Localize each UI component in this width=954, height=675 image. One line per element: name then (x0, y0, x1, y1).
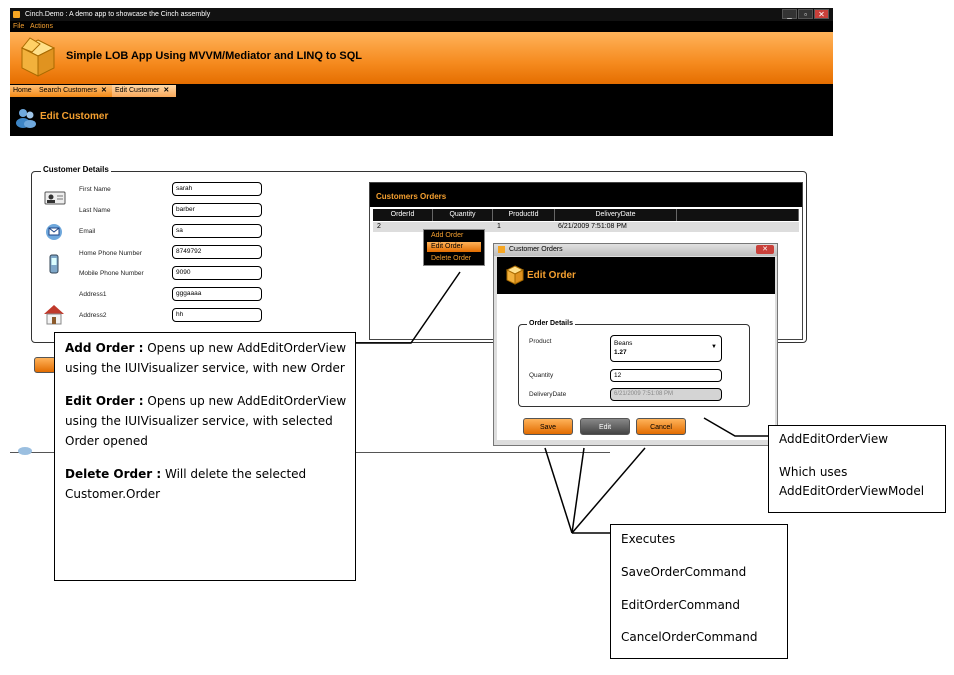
field-label: Mobile Phone Number (79, 270, 144, 277)
callout-add-title: Add Order : (65, 341, 144, 355)
dialog-header-title: Edit Order (527, 270, 576, 281)
callout-line: Executes (621, 532, 676, 546)
column-header-order-id[interactable]: OrderId (373, 209, 433, 221)
column-header-delivery-date[interactable]: DeliveryDate (555, 209, 677, 221)
view-title: Edit Customer (40, 111, 109, 122)
product-price: 1.27 (614, 349, 627, 356)
menu-item-add-order[interactable]: Add Order (431, 232, 464, 239)
home-phone-input[interactable]: 8749792 (172, 245, 262, 259)
email-input[interactable]: sa (172, 224, 262, 238)
tab-label: Search Customers (39, 87, 97, 94)
cell-delivery-date: 6/21/2009 7:51:08 PM (558, 223, 627, 230)
delivery-date-input[interactable]: 6/21/2009 7:51:08 PM (610, 388, 722, 401)
product-label: Product (529, 338, 552, 345)
callout-text: Opens up new AddEditOrderView (143, 394, 347, 408)
callout-text: Opens up new AddEditOrderView (143, 341, 347, 355)
field-label: Address2 (79, 312, 107, 319)
callout-delete-title: Delete Order : (65, 467, 162, 481)
chevron-down-icon: ▼ (711, 344, 717, 350)
column-header-product-id[interactable]: ProductId (493, 209, 555, 221)
field-label: First Name (79, 186, 111, 193)
delivery-date-label: DeliveryDate (529, 391, 567, 398)
column-header-quantity[interactable]: Quantity (433, 209, 493, 221)
field-label: Home Phone Number (79, 250, 142, 257)
connector-save (545, 448, 572, 533)
first-name-input[interactable]: sarah (172, 182, 262, 196)
callout-line: EditOrderCommand (621, 598, 741, 612)
orders-title: Customers Orders (376, 192, 447, 201)
view-callout (768, 425, 946, 513)
mobile-phone-input[interactable]: 9090 (172, 266, 262, 280)
banner-title: Simple LOB App Using MVVM/Mediator and LINQ to SQL (66, 50, 362, 62)
field-label: Last Name (79, 207, 111, 214)
save-button[interactable]: Save (523, 418, 573, 435)
menu-file[interactable]: File (13, 23, 25, 30)
cancel-button[interactable]: Cancel (636, 418, 686, 435)
minimize-button[interactable]: _ (782, 9, 797, 19)
address1-input[interactable]: gggaaaa (172, 287, 262, 301)
callout-line: Customer.Order (65, 487, 161, 501)
close-button[interactable]: ✕ (814, 9, 829, 19)
callout-line (65, 467, 306, 481)
tab-close-icon[interactable]: ✕ (163, 87, 170, 94)
quantity-label: Quantity (529, 372, 554, 379)
menu-actions[interactable]: Actions (30, 23, 53, 30)
callout-edit-title: Edit Order : (65, 394, 144, 408)
order-details-legend: Order Details (529, 320, 573, 327)
last-name-input[interactable]: barber (172, 203, 262, 217)
product-name: Beans (614, 340, 633, 347)
window-title: Cinch.Demo : A demo app to showcase the Cinch assembly (25, 11, 211, 18)
callout-line: CancelOrderCommand (621, 630, 758, 644)
field-label: Email (79, 228, 96, 235)
callout-line (65, 394, 346, 408)
connector-menu (356, 272, 460, 343)
commands-callout (610, 524, 788, 659)
callout-line: AddEditOrderViewModel (779, 484, 925, 498)
cell-product-id: 1 (497, 223, 501, 230)
callout-line: using the IUIVisualizer service, with new Order (65, 361, 345, 375)
edit-button[interactable]: Edit (580, 418, 630, 435)
tab-label: Edit Customer (115, 87, 160, 94)
callout-line: Order opened (65, 434, 148, 448)
menu-item-edit-order[interactable]: Edit Order (427, 242, 481, 252)
connector-view (704, 418, 768, 436)
callout-line: Which uses (779, 465, 848, 479)
callout-line (65, 341, 346, 355)
callout-line: SaveOrderCommand (621, 565, 747, 579)
customer-details-legend: Customer Details (43, 165, 109, 174)
callout-line: AddEditOrderView (779, 432, 889, 446)
cell-order-id: 2 (377, 223, 381, 230)
field-label: Address1 (79, 291, 107, 298)
callout-text: Will delete the selected (161, 467, 307, 481)
dialog-close-button[interactable]: ✕ (756, 245, 774, 254)
tab-close-icon[interactable]: ✕ (100, 87, 107, 94)
callout-line: using the IUIVisualizer service, with selected (65, 414, 333, 428)
address2-input[interactable]: hh (172, 308, 262, 322)
menu-item-delete-order[interactable]: Delete Order (431, 255, 472, 262)
menu-actions-callout (54, 332, 356, 581)
quantity-input[interactable]: 12 (610, 369, 722, 382)
dialog-window-title: Customer Orders (509, 246, 563, 253)
maximize-button[interactable]: ▫ (798, 9, 813, 19)
tab-label: Home (13, 87, 32, 94)
